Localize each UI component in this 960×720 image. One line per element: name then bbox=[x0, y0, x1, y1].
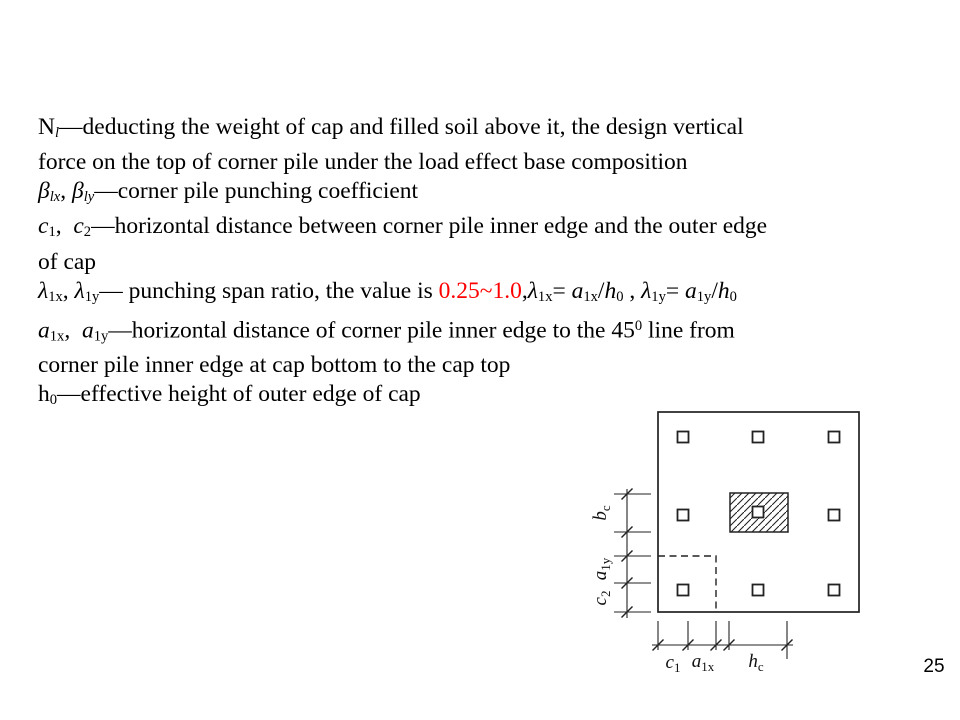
page-number: 25 bbox=[923, 656, 945, 677]
dimension-label-c1: $c_1$ bbox=[665, 652, 681, 675]
pile-square bbox=[829, 585, 840, 596]
pile-square bbox=[753, 585, 764, 596]
definition-line: Nl—deducting the weight of cap and filled soil above it, the design vertical bbox=[38, 114, 744, 142]
dimension-label-hc: $h_c$ bbox=[748, 651, 764, 674]
definition-line: h0—effective height of outer edge of cap bbox=[38, 381, 421, 409]
dimension-label-a1y: $a_{1y}$ bbox=[590, 557, 613, 581]
definition-line: c1, c2—horizontal distance between corner pile inner edge and the outer edge bbox=[38, 213, 768, 241]
definitions-block bbox=[38, 113, 938, 416]
definition-line: of cap bbox=[38, 248, 97, 275]
definition-line: λ1x, λ1y— punching span ratio, the value is 0.25~1.0,λ1x= a1x/h0 , λ1y= a1y/h0 bbox=[38, 277, 737, 305]
pile-square bbox=[829, 432, 840, 443]
left-dimension-lines bbox=[614, 489, 651, 619]
pile-square-center bbox=[753, 507, 764, 518]
definition-line: βlx, βly—corner pile punching coefficient bbox=[38, 178, 419, 206]
pile-square bbox=[753, 432, 764, 443]
definition-line: a1x, a1y—horizontal distance of corner pile inner edge to the $45^0$ line from bbox=[38, 317, 735, 345]
dimension-label-c2: $c_2$ bbox=[590, 590, 613, 606]
definition-line: force on the top of corner pile under the load effect base composition bbox=[38, 149, 688, 176]
pile-cap-diagram bbox=[590, 400, 880, 690]
pile-square bbox=[678, 432, 689, 443]
dimension-label-bc: $b_c$ bbox=[590, 505, 613, 521]
pile-square bbox=[678, 585, 689, 596]
dimension-label-a1x: $a_{1x}$ bbox=[691, 651, 715, 674]
pile-group bbox=[678, 432, 840, 596]
definition-line: corner pile inner edge at cap bottom to the cap top bbox=[38, 352, 511, 379]
pile-square bbox=[678, 510, 689, 521]
pile-square bbox=[829, 510, 840, 521]
